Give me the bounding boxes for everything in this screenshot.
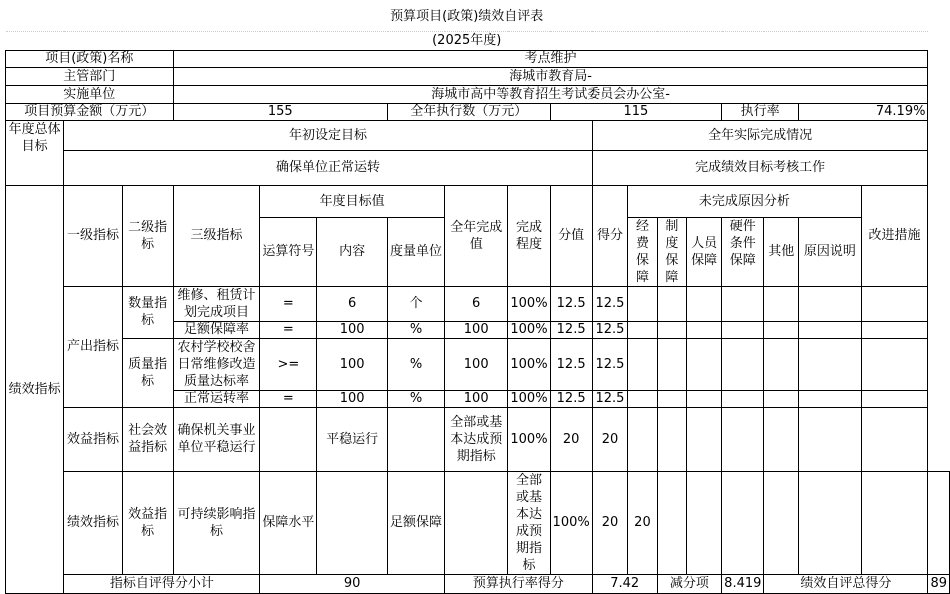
row5-r-explain[interactable] bbox=[861, 471, 928, 574]
row1-operator: = bbox=[260, 321, 317, 338]
header-reasons: 未完成原因分析 bbox=[628, 185, 861, 217]
row0-r-staff[interactable] bbox=[687, 286, 722, 321]
row2-score-value: 12.5 bbox=[550, 338, 592, 390]
unit-value[interactable]: 海城市高中等教育招生考试委员会办公室- bbox=[173, 85, 928, 103]
row1-r-system[interactable] bbox=[657, 321, 686, 338]
row1-r-explain[interactable] bbox=[799, 321, 861, 338]
row2-unit: % bbox=[388, 338, 445, 390]
header-level1: 一级指标 bbox=[64, 185, 122, 286]
header-r-explain: 原因说明 bbox=[799, 217, 861, 286]
row4-r-other[interactable] bbox=[764, 407, 799, 471]
header-content: 内容 bbox=[317, 217, 388, 286]
header-r-funding: 经费保障 bbox=[628, 217, 657, 286]
row0-level2: 数量指标 bbox=[122, 286, 173, 338]
row5-score-value: 20 bbox=[592, 471, 628, 574]
row5-r-system[interactable] bbox=[687, 471, 722, 574]
row5-r-staff[interactable] bbox=[722, 471, 764, 574]
row2-improve[interactable] bbox=[861, 338, 928, 390]
row2-r-system[interactable] bbox=[657, 338, 686, 390]
deduct-label: 减分项 bbox=[657, 574, 721, 593]
row1-score-value: 12.5 bbox=[550, 321, 592, 338]
header-annual-target: 年度目标值 bbox=[260, 185, 445, 217]
benefit-indicator-label: 效益指标 bbox=[64, 407, 122, 471]
header-level2: 二级指标 bbox=[122, 185, 173, 286]
row5-completion: 100% bbox=[550, 471, 592, 574]
row2-full-year: 100 bbox=[445, 338, 508, 390]
executed-label: 全年执行数（万元） bbox=[388, 103, 551, 120]
header-improve: 改进措施 bbox=[861, 185, 928, 286]
total-value[interactable]: 89 bbox=[928, 574, 950, 593]
row4-score-value: 20 bbox=[550, 407, 592, 471]
row2-score: 12.5 bbox=[592, 338, 628, 390]
subtotal-value[interactable]: 90 bbox=[260, 574, 445, 593]
budget-label: 项目预算金额（万元） bbox=[6, 103, 174, 120]
row0-unit: 个 bbox=[388, 286, 445, 321]
row5-content: 足额保障 bbox=[388, 471, 445, 574]
budget-score-label: 预算执行率得分 bbox=[445, 574, 593, 593]
row4-r-hardware[interactable] bbox=[722, 407, 764, 471]
row3-content: 100 bbox=[317, 390, 388, 407]
budget-value[interactable]: 155 bbox=[173, 103, 387, 120]
row0-operator: = bbox=[260, 286, 317, 321]
row4-level2: 社会效益指标 bbox=[122, 407, 173, 471]
header-operator: 运算符号 bbox=[260, 217, 317, 286]
row3-operator: = bbox=[260, 390, 317, 407]
row0-level3: 维修、租赁计划完成项目 bbox=[173, 286, 260, 321]
row0-full-year: 6 bbox=[445, 286, 508, 321]
goal-plan-header: 年初设定目标 bbox=[64, 120, 592, 150]
row3-full-year: 100 bbox=[445, 390, 508, 407]
row4-r-explain[interactable] bbox=[799, 407, 861, 471]
row1-r-funding[interactable] bbox=[628, 321, 657, 338]
row4-score: 20 bbox=[592, 407, 628, 471]
row1-unit: % bbox=[388, 321, 445, 338]
row3-completion: 100% bbox=[508, 390, 550, 407]
row5-level3: 保障水平 bbox=[260, 471, 317, 574]
row3-level3: 正常运转率 bbox=[173, 390, 260, 407]
dept-label: 主管部门 bbox=[6, 67, 174, 85]
subtotal-label: 指标自评得分小计 bbox=[64, 574, 260, 593]
row0-score: 12.5 bbox=[592, 286, 628, 321]
row2-level3: 农村学校校舍日常维修改造质量达标率 bbox=[173, 338, 260, 390]
goal-actual-value[interactable]: 完成绩效目标考核工作 bbox=[592, 150, 928, 185]
goal-actual-header: 全年实际完成情况 bbox=[592, 120, 928, 150]
row1-completion: 100% bbox=[508, 321, 550, 338]
header-score-value: 分值 bbox=[550, 185, 592, 286]
project-name-value[interactable]: 考点维护 bbox=[173, 50, 928, 67]
row5-r-other[interactable] bbox=[799, 471, 861, 574]
header-r-other: 其他 bbox=[764, 217, 799, 286]
output-indicator-label: 产出指标 bbox=[64, 286, 122, 407]
row4-content: 平稳运行 bbox=[317, 407, 388, 471]
row2-r-explain[interactable] bbox=[799, 338, 861, 390]
row3-r-explain[interactable] bbox=[799, 390, 861, 407]
project-name-label: 项目(政策)名称 bbox=[6, 50, 174, 67]
row5-score: 20 bbox=[628, 471, 657, 574]
row0-score-value: 12.5 bbox=[550, 286, 592, 321]
row2-operator: >= bbox=[260, 338, 317, 390]
row4-level3: 确保机关事业单位平稳运行 bbox=[173, 407, 260, 471]
unit-label: 实施单位 bbox=[6, 85, 174, 103]
perf-indicator-label: 绩效指标 bbox=[6, 185, 64, 593]
row2-r-staff[interactable] bbox=[687, 338, 722, 390]
row4-full-year: 全部或基本达成预期指标 bbox=[445, 407, 508, 471]
dept-value[interactable]: 海城市教育局- bbox=[173, 67, 928, 85]
row5-r-funding[interactable] bbox=[657, 471, 686, 574]
table-title: 预算项目(政策)绩效自评表 bbox=[6, 3, 928, 31]
row5-r-hardware[interactable] bbox=[764, 471, 799, 574]
row1-full-year: 100 bbox=[445, 321, 508, 338]
header-r-staff: 人员保障 bbox=[687, 217, 722, 286]
header-level3: 三级指标 bbox=[173, 185, 260, 286]
row2-r-funding[interactable] bbox=[628, 338, 657, 390]
row0-r-funding[interactable] bbox=[628, 286, 657, 321]
executed-value[interactable]: 115 bbox=[550, 103, 722, 120]
row5-improve[interactable] bbox=[928, 471, 950, 574]
header-unit: 度量单位 bbox=[388, 217, 445, 286]
row4-improve[interactable] bbox=[861, 407, 928, 471]
row0-completion: 100% bbox=[508, 286, 550, 321]
header-full-year: 全年完成值 bbox=[445, 185, 508, 286]
row1-r-hardware[interactable] bbox=[722, 321, 764, 338]
row5-level2: 可持续影响指标 bbox=[173, 471, 260, 574]
header-score: 得分 bbox=[592, 185, 628, 286]
row4-r-funding[interactable] bbox=[628, 407, 657, 471]
table-year: (2025年度) bbox=[6, 31, 928, 50]
exec-rate-value[interactable]: 74.19% bbox=[799, 103, 928, 120]
row0-content: 6 bbox=[317, 286, 388, 321]
row4-r-system[interactable] bbox=[657, 407, 686, 471]
row1-score: 12.5 bbox=[592, 321, 628, 338]
row3-improve[interactable] bbox=[861, 390, 928, 407]
row4-unit bbox=[388, 407, 445, 471]
annual-goal-label: 年度总体目标 bbox=[6, 120, 64, 185]
exec-rate-label: 执行率 bbox=[722, 103, 799, 120]
row4-operator bbox=[260, 407, 317, 471]
row4-completion: 100% bbox=[508, 407, 550, 471]
row3-score: 12.5 bbox=[592, 390, 628, 407]
row1-level3: 足额保障率 bbox=[173, 321, 260, 338]
row2-content: 100 bbox=[317, 338, 388, 390]
row3-r-hardware[interactable] bbox=[722, 390, 764, 407]
row3-score-value: 12.5 bbox=[550, 390, 592, 407]
row1-r-other[interactable] bbox=[764, 321, 799, 338]
row3-r-staff[interactable] bbox=[687, 390, 722, 407]
row0-r-other[interactable] bbox=[764, 286, 799, 321]
benefit-indicator-label-2: 效益指标 bbox=[122, 471, 173, 574]
row5-full-year: 全部或基本达成预期指标 bbox=[508, 471, 550, 574]
row3-r-system[interactable] bbox=[657, 390, 686, 407]
header-r-hardware: 硬件条件保障 bbox=[722, 217, 764, 286]
budget-score-value[interactable]: 7.42 bbox=[592, 574, 657, 593]
row4-r-staff[interactable] bbox=[687, 407, 722, 471]
perf-indicator-label-2: 绩效指标 bbox=[64, 471, 122, 574]
row0-r-system[interactable] bbox=[657, 286, 686, 321]
evaluation-table bbox=[5, 3, 950, 594]
row2-level2: 质量指标 bbox=[122, 338, 173, 407]
row3-unit: % bbox=[388, 390, 445, 407]
row5-unit bbox=[445, 471, 508, 574]
row1-improve[interactable] bbox=[861, 321, 928, 338]
row2-completion: 100% bbox=[508, 338, 550, 390]
row2-r-other[interactable] bbox=[764, 338, 799, 390]
row0-improve[interactable] bbox=[861, 286, 928, 321]
row1-r-staff[interactable] bbox=[687, 321, 722, 338]
goal-plan-value[interactable]: 确保单位正常运转 bbox=[64, 150, 592, 185]
row5-operator bbox=[317, 471, 388, 574]
row3-r-other[interactable] bbox=[764, 390, 799, 407]
row0-r-explain[interactable] bbox=[799, 286, 861, 321]
row2-r-hardware[interactable] bbox=[722, 338, 764, 390]
header-completion: 完成程度 bbox=[508, 185, 550, 286]
row0-r-hardware[interactable] bbox=[722, 286, 764, 321]
row3-r-funding[interactable] bbox=[628, 390, 657, 407]
deduct-value[interactable]: 8.419 bbox=[722, 574, 764, 593]
row1-content: 100 bbox=[317, 321, 388, 338]
header-r-system: 制度保障 bbox=[657, 217, 686, 286]
total-label: 绩效自评总得分 bbox=[764, 574, 928, 593]
